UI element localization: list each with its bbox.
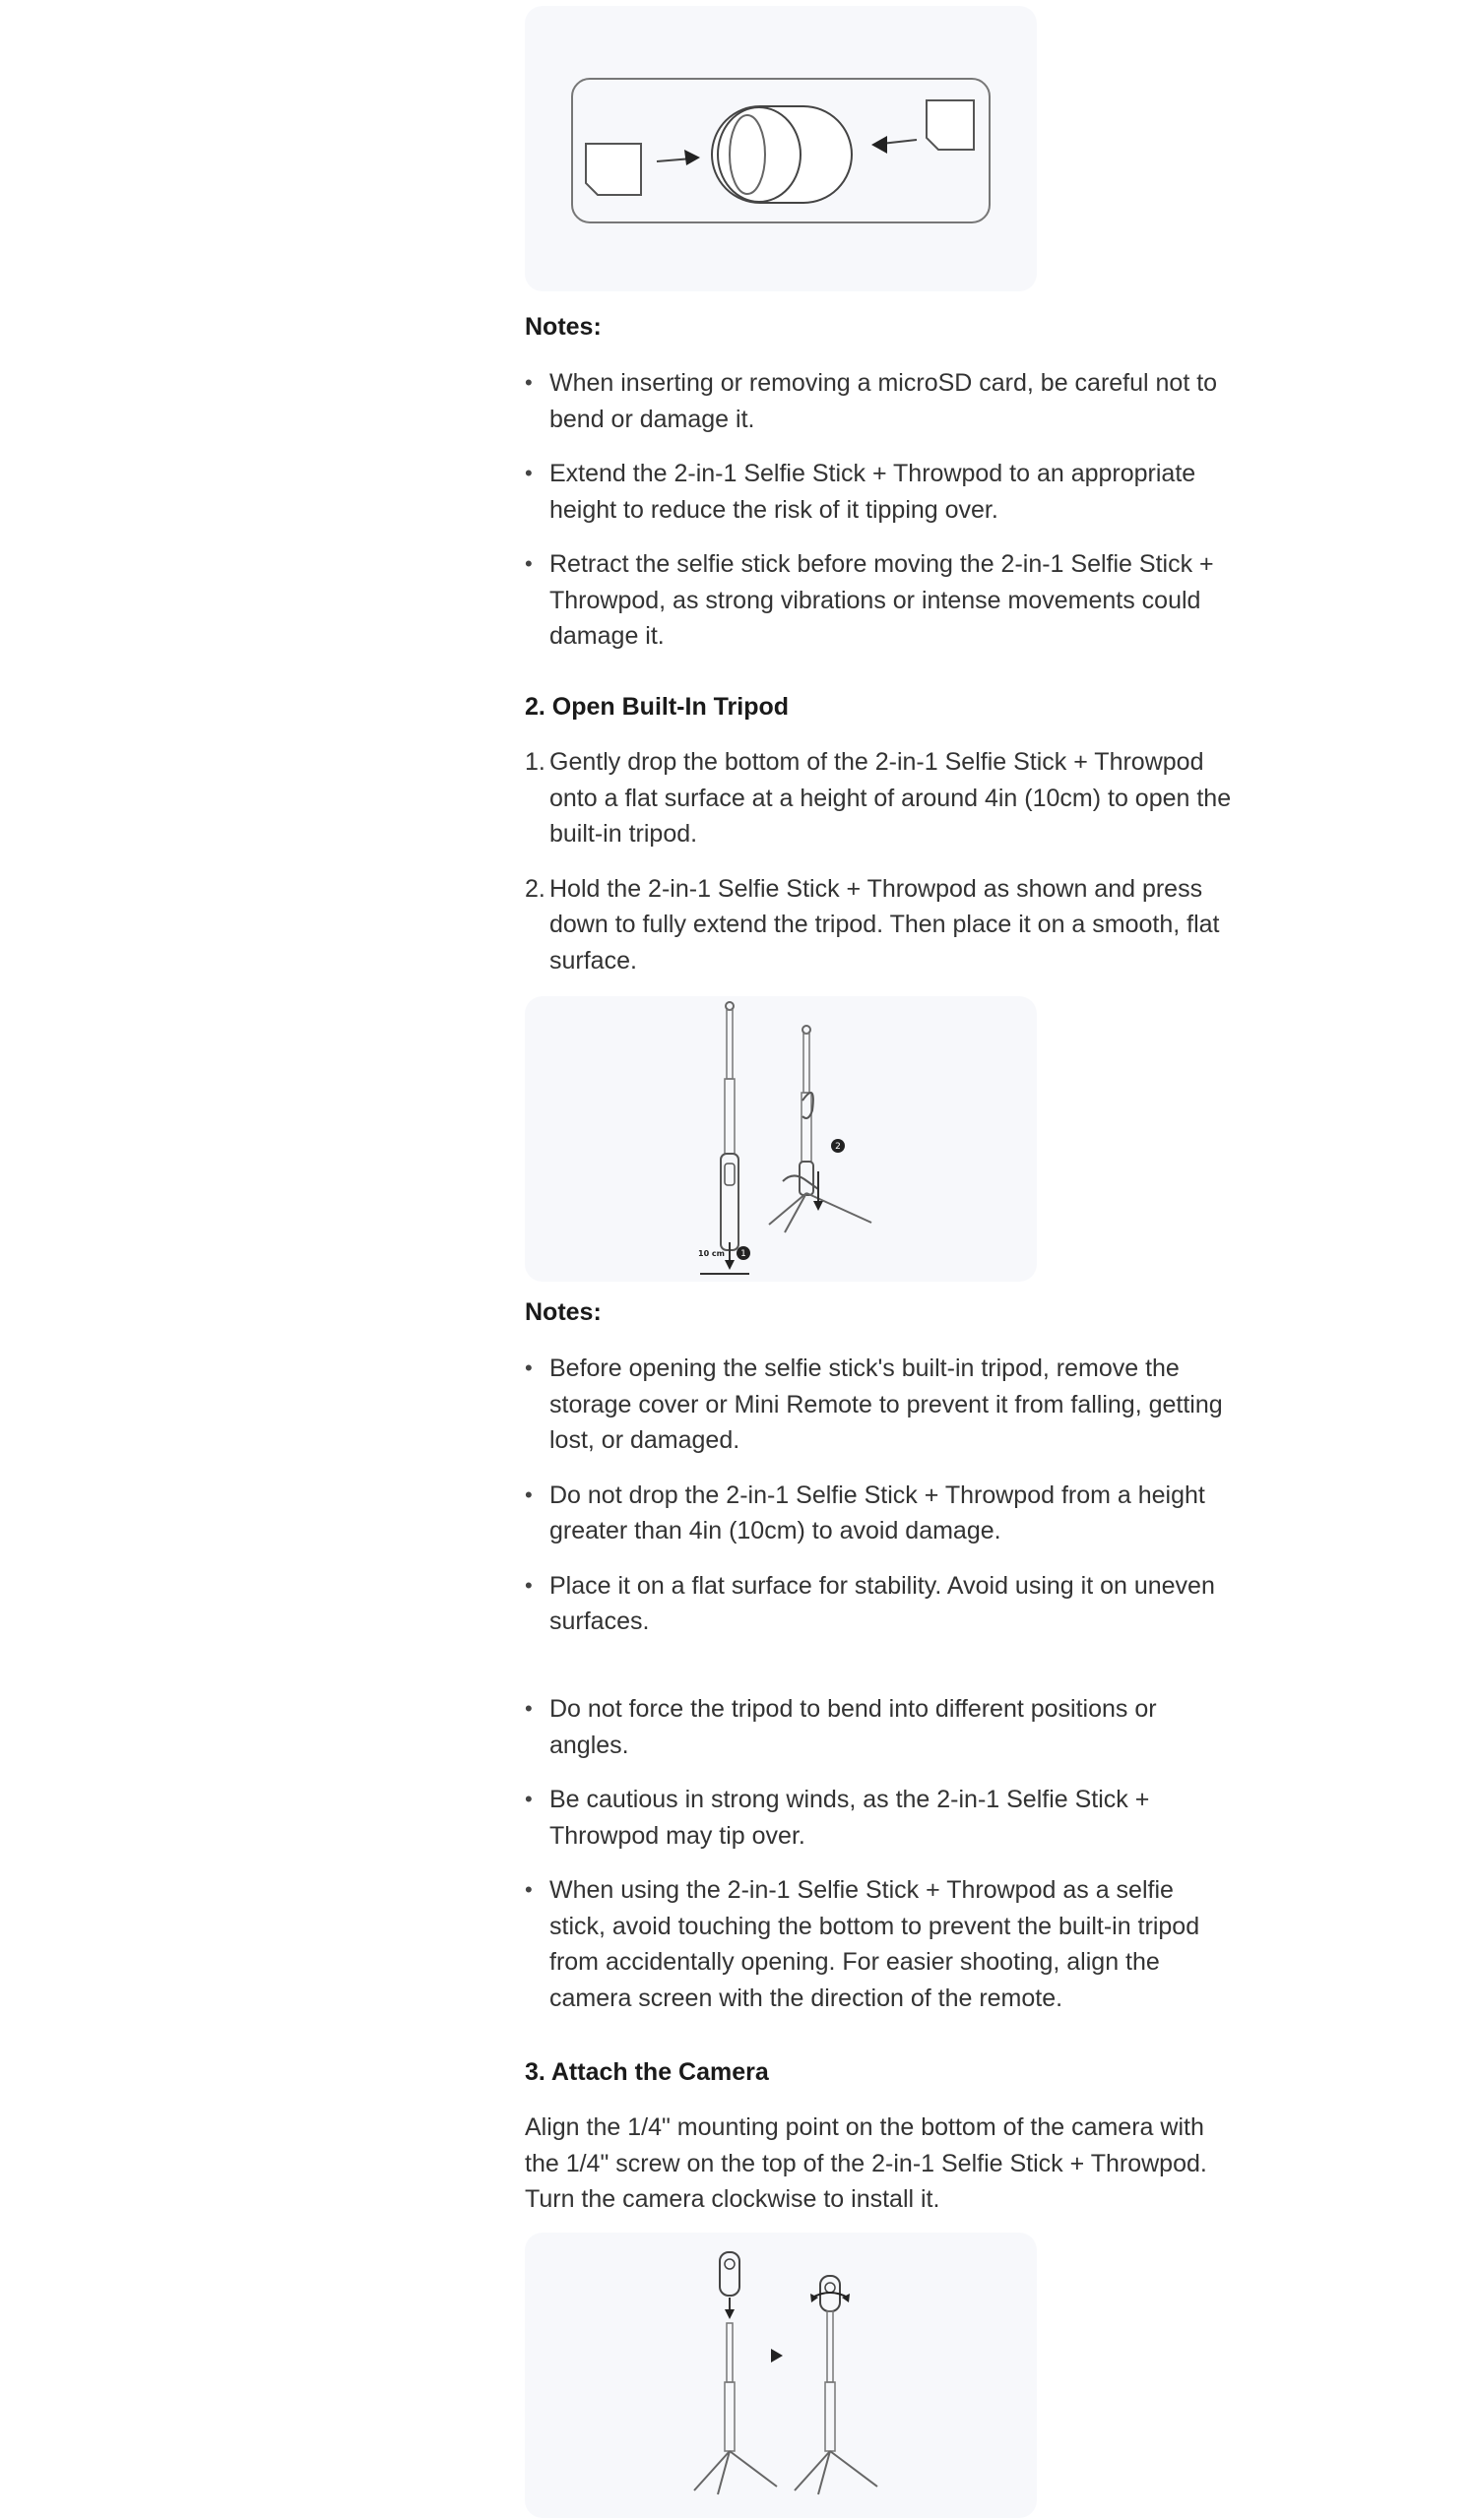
list-item: • Do not drop the 2-in-1 Selfie Stick + Throwpod from a height greater than 4in (10cm) to avoid damage. [525, 1478, 1234, 1549]
step-number: 2. [525, 874, 545, 903]
step-text: Gently drop the bottom of the 2-in-1 Selfie Stick + Throwpod onto a flat surface at a height of around 4in (10cm) to open the built-in tripod. [549, 748, 1232, 848]
microsd-illustration [525, 6, 1037, 291]
section-body: Align the 1/4" mounting point on the bottom of the camera with the 1/4" screw on the top of the 2-in-1 Selfie Stick + Throwpod. Turn the camera clockwise to install it. [525, 2113, 1207, 2213]
notes-list [525, 1691, 1234, 2035]
list-item: • Extend the 2-in-1 Selfie Stick + Throwpod to an appropriate height to reduce the risk of it tipping over. [525, 456, 1234, 528]
attach-camera-figure [525, 2233, 1037, 2518]
tripod-open-figure [525, 996, 1037, 1282]
list-item: • Place it on a flat surface for stability. Avoid using it on uneven surfaces. [525, 1568, 1234, 1640]
steps-list [525, 744, 1234, 997]
step-text: Hold the 2-in-1 Selfie Stick + Throwpod as shown and press down to fully extend the tripod. Then place it on a smooth, flat surface. [549, 874, 1220, 975]
marker-one: 1 [740, 1249, 746, 1259]
notes-title: Notes: [525, 1298, 602, 1326]
microsd-figure [525, 6, 1037, 291]
list-item: • Before opening the selfie stick's built-in tripod, remove the storage cover or Mini Remote to prevent it from falling, getting lost, or damaged. [525, 1351, 1234, 1459]
section-title: 3. Attach the Camera [525, 2058, 769, 2086]
height-label: 10 cm [698, 1249, 725, 1258]
list-item: • Retract the selfie stick before moving the 2-in-1 Selfie Stick + Throwpod, as strong vibrations or intense movements could damage it. [525, 546, 1234, 655]
marker-two: 2 [835, 1142, 841, 1152]
step-number: 1. [525, 748, 545, 776]
list-item [525, 871, 1234, 979]
list-item: • Be cautious in strong winds, as the 2-in-1 Selfie Stick + Throwpod may tip over. [525, 1782, 1234, 1854]
section-title: 2. Open Built-In Tripod [525, 693, 790, 721]
list-item: • When inserting or removing a microSD card, be careful not to bend or damage it. [525, 365, 1234, 437]
list-item: • When using the 2-in-1 Selfie Stick + Throwpod as a selfie stick, avoid touching the bottom to prevent the built-in tripod from accidentally opening. For easier shooting, align the camera screen with the direction of the remote. [525, 1872, 1234, 2016]
attach-camera-illustration [525, 2233, 1037, 2518]
list-item: • Do not force the tripod to bend into different positions or angles. [525, 1691, 1234, 1763]
notes-list [525, 365, 1234, 673]
notes-title: Notes: [525, 313, 602, 341]
notes-list [525, 1351, 1234, 1659]
list-item [525, 744, 1234, 852]
tripod-open-illustration [525, 996, 1037, 1282]
